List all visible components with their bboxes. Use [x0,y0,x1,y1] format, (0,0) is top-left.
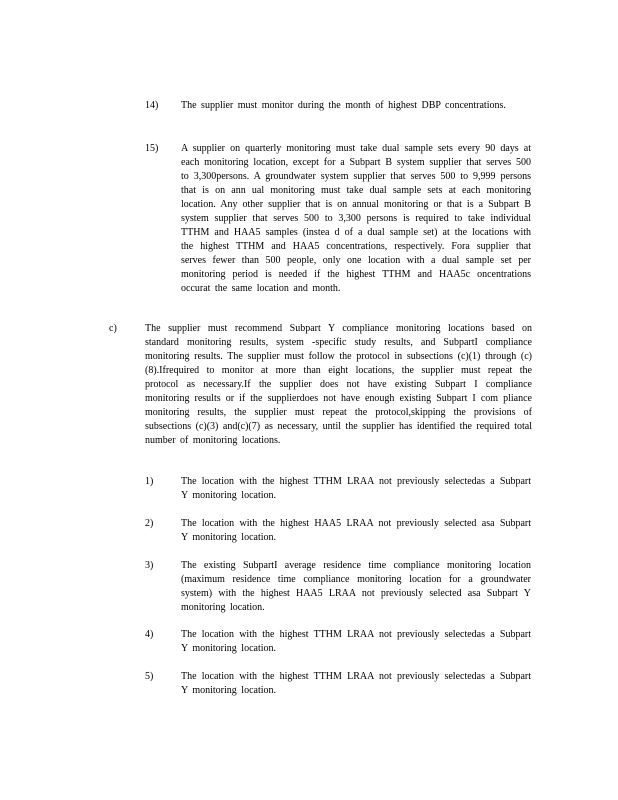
item-c2-number: 2) [145,518,154,529]
item-14-text: The supplier must monitor during the month of highest DBP concentrations. [181,100,506,111]
section-c-text: The supplier must recommend Subpart Y compliance monitoring locations based on standard monitoring results, system -specific study results, and SubpartI compliance monitoring results. The supplier must follow the protocol in subsections (c)(1) through (c)(8).Ifrequired to monitor at more than eight locations, the supplier must repeat the protocol as necessary.If the supplier does not have existing Subpart I compliance monitoring results or if the supplierdoes not have enough existing Subpart I com pliance monitoring results, the supplier must repeat the protocol,skipping the provisions of subsections (c)(3) and(c)(7) as necessary, until the supplier has identified the required total number of monitoring locations. [145,323,532,446]
section-c-label: c) [109,323,117,334]
item-c4-text: The location with the highest TTHM LRAA not previously selectedas a Subpart Y monitoring location. [181,629,531,654]
item-14-number: 14) [145,100,159,111]
item-c5-text: The location with the highest TTHM LRAA not previously selectedas a Subpart Y monitoring location. [181,671,531,696]
item-c4-number: 4) [145,629,154,640]
item-c3-text: The existing SubpartI average residence time compliance monitoring location (maximum residence time compliance monitoring location for a groundwater system) with the highest HAA5 LRAA not previously selected asa Subpart Y monitoring location. [181,560,531,613]
item-15-number: 15) [145,143,159,154]
item-c3-number: 3) [145,560,154,571]
item-c5-number: 5) [145,671,154,682]
item-c2-text: The location with the highest HAA5 LRAA not previously selected asa Subpart Y monitoring location. [181,518,531,543]
item-c1-text: The location with the highest TTHM LRAA not previously selectedas a Subpart Y monitoring location. [181,476,531,501]
item-c1-number: 1) [145,476,154,487]
item-15-text: A supplier on quarterly monitoring must take dual sample sets every 90 days at each monitoring location, except for a Subpart B system supplier that serves 500 to 3,300persons. A groundwater system supplier that serves 500 to 9,999 persons that is on ann ual monitoring must take dual sample sets at each monitoring location. Any other supplier that is on annual monitoring or that is a Subpart B system supplier that serves 500 to 3,300 persons is required to take individual TTHM and HAA5 samples (instea d of a dual sample set) at the locations with the highest TTHM and HAA5 concentrations, respectively. Fora supplier that serves fewer than 500 people, only one location with a dual sample set per monitoring period is needed if the highest TTHM and HAA5c oncentrations occurat the same location and month. [181,143,531,294]
